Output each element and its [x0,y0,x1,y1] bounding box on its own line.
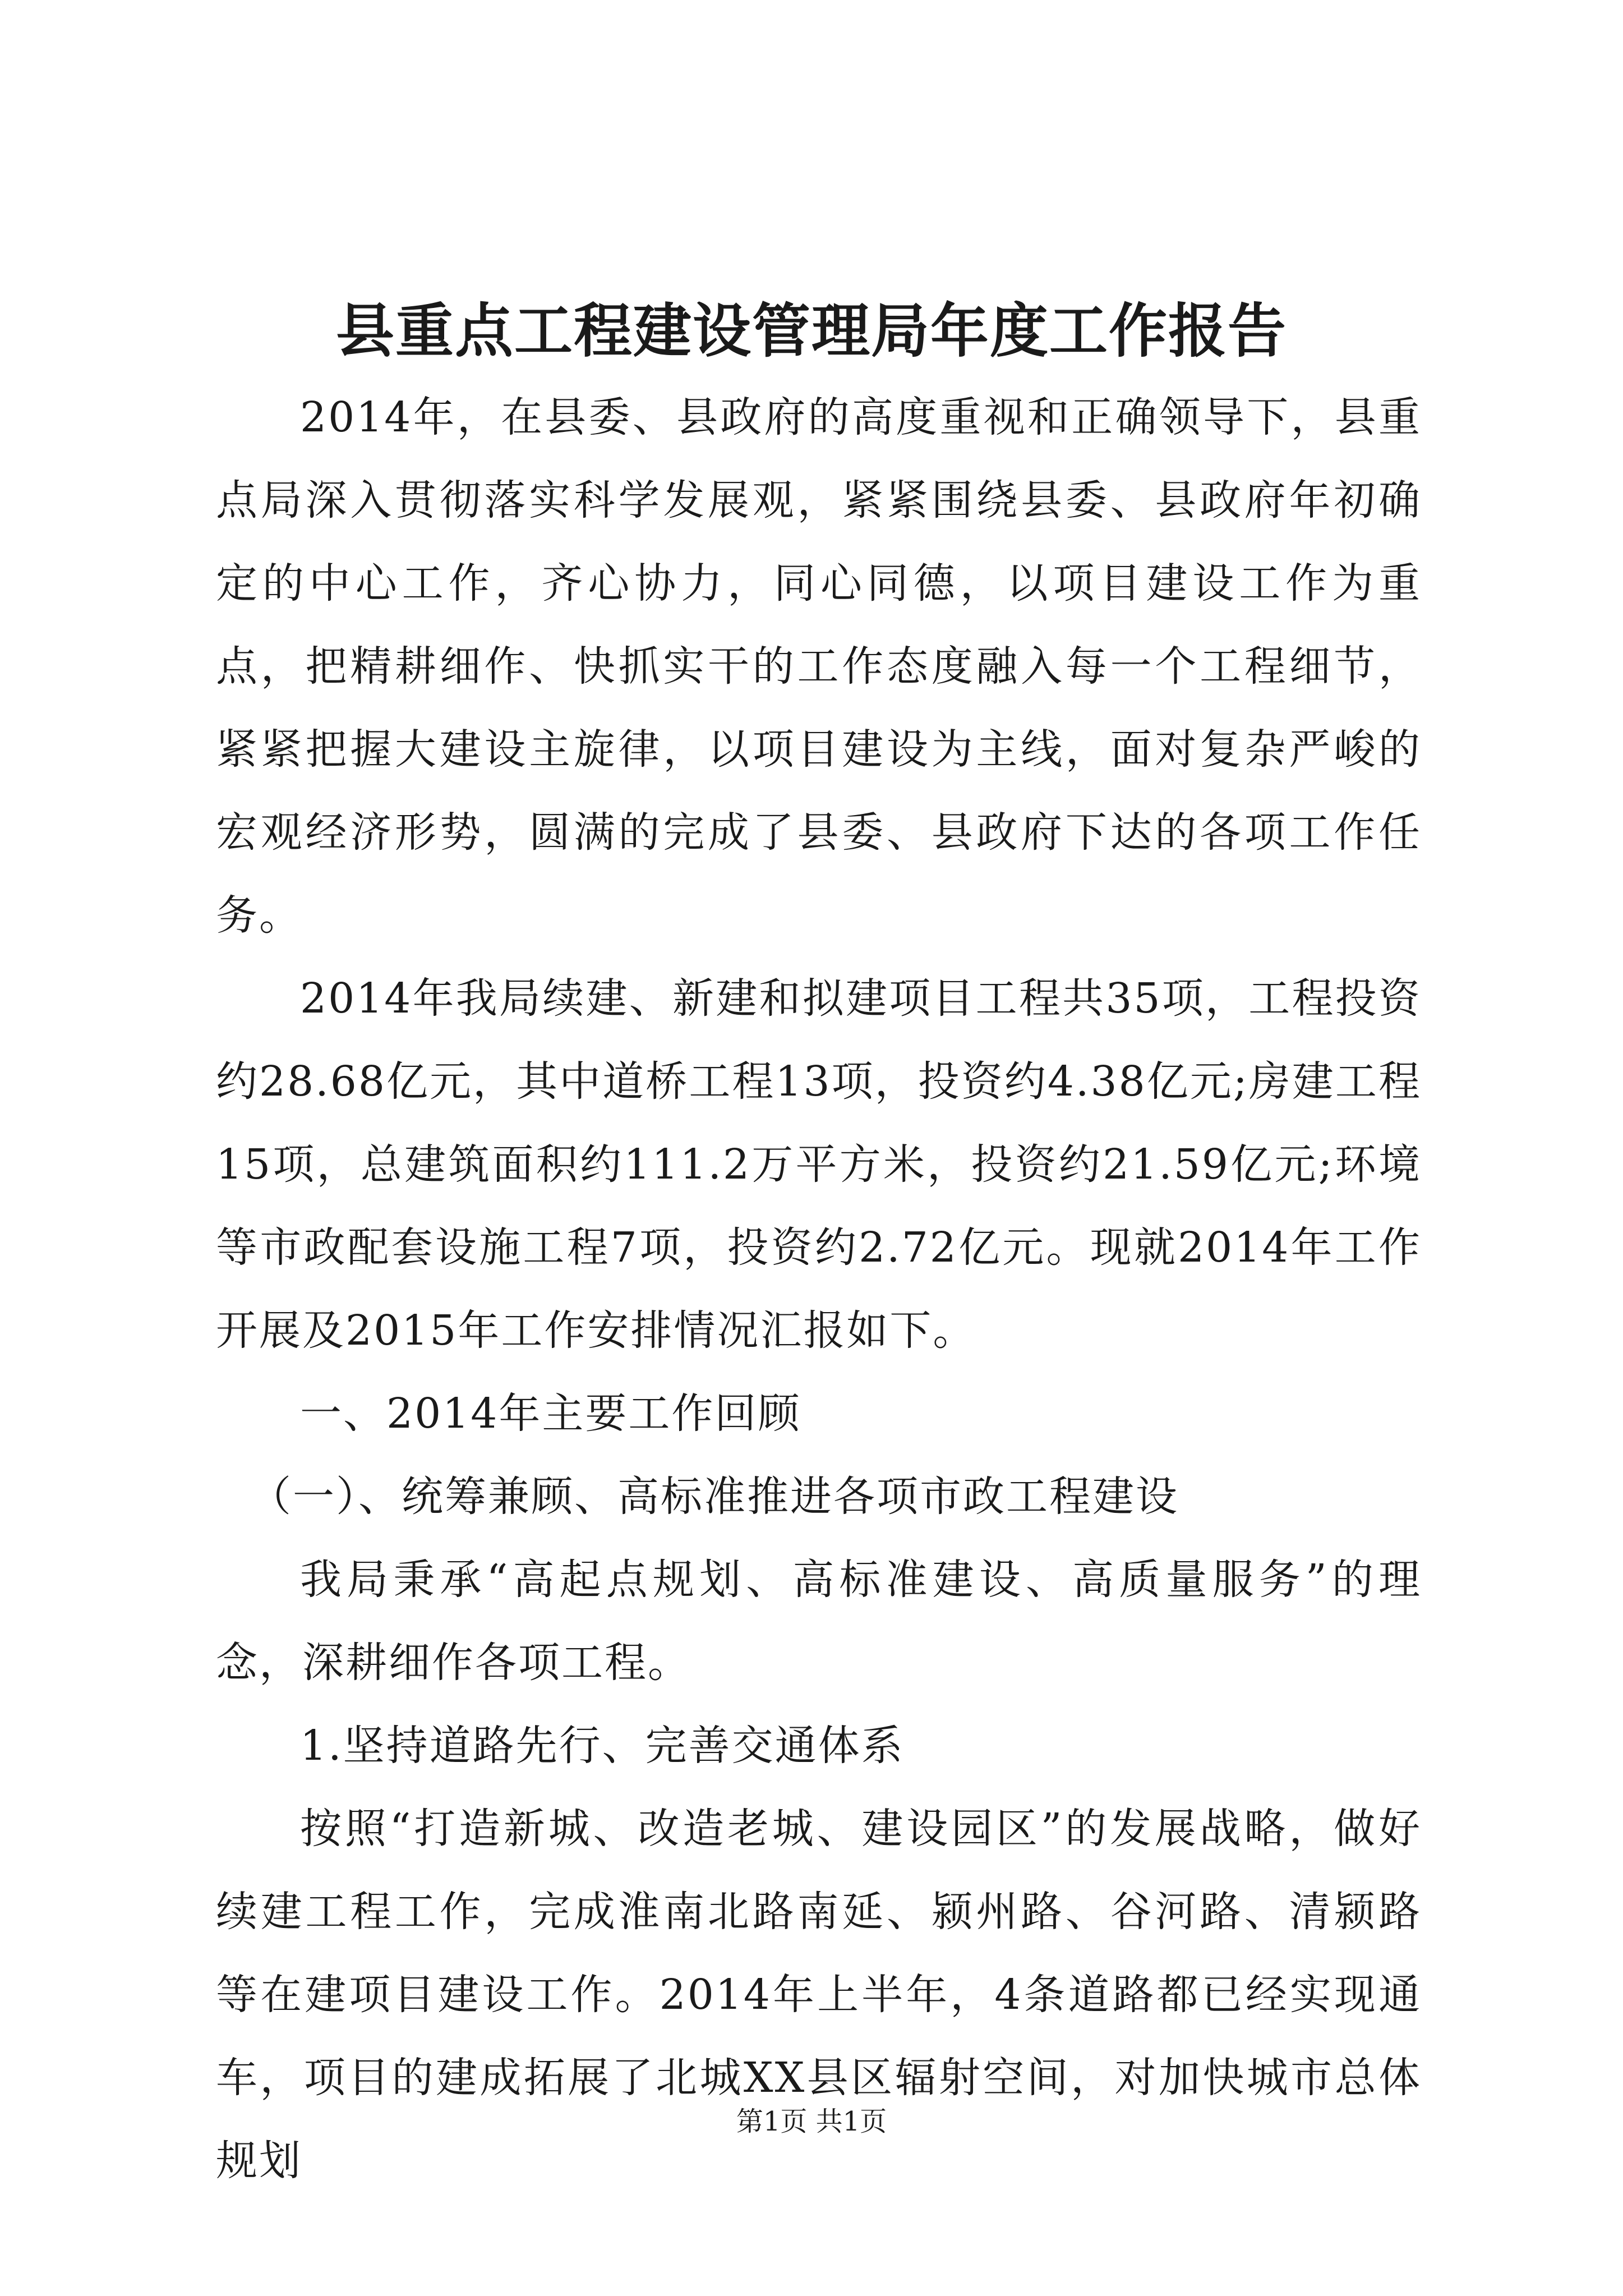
paragraph-philosophy: 我局秉承“高起点规划、高标准建设、高质量服务”的理念，深耕细作各项工程。 [216,1556,1422,1687]
paragraph-roads: 按照“打造新城、改造老城、建设园区”的发展战略，做好续建工程工作，完成淮南北路南延、颍州路、谷河路、清颍路等在建项目建设工作。2014年上半年，4条道路都已经实现通车，项目的建成拓展了北城XX县区辐射空间，对加快城市总体规划 [216,1805,1422,2185]
section-heading: 一、2014年主要工作回顾 [300,1389,801,1438]
item-heading: 1.坚持道路先行、完善交通体系 [300,1722,905,1770]
paragraph-intro: 2014年，在县委、县政府的高度重视和正确领导下，县重点局深入贯彻落实科学发展观，紧紧围绕县委、县政府年初确定的中心工作，齐心协力，同心同德，以项目建设工作为重点，把精耕细作、快抓实干的工作态度融入每一个工程细节，紧紧把握大建设主旋律，以项目建设为主线，面对复杂严峻的宏观经济形势，圆满的完成了县委、县政府下达的各项工作任务。 [216,393,1422,940]
page-footer: 第1页 共1页 [736,2106,887,2137]
paragraph-overview: 2014年我局续建、新建和拟建项目工程共35项，工程投资约28.68亿元，其中道桥工程13项，投资约4.38亿元;房建工程15项，总建筑面积约111.2万平方米，投资约21.59亿元;环境等市政配套设施工程7项，投资约2.72亿元。现就2014年工作开展及2015年工作安排情况汇报如下。 [216,974,1422,1355]
document-title: 县重点工程建设管理局年度工作报告 [335,296,1287,365]
subsection-heading: （一）、统筹兼顾、高标准推进各项市政工程建设 [250,1473,1179,1521]
document-body [216,376,1422,2202]
